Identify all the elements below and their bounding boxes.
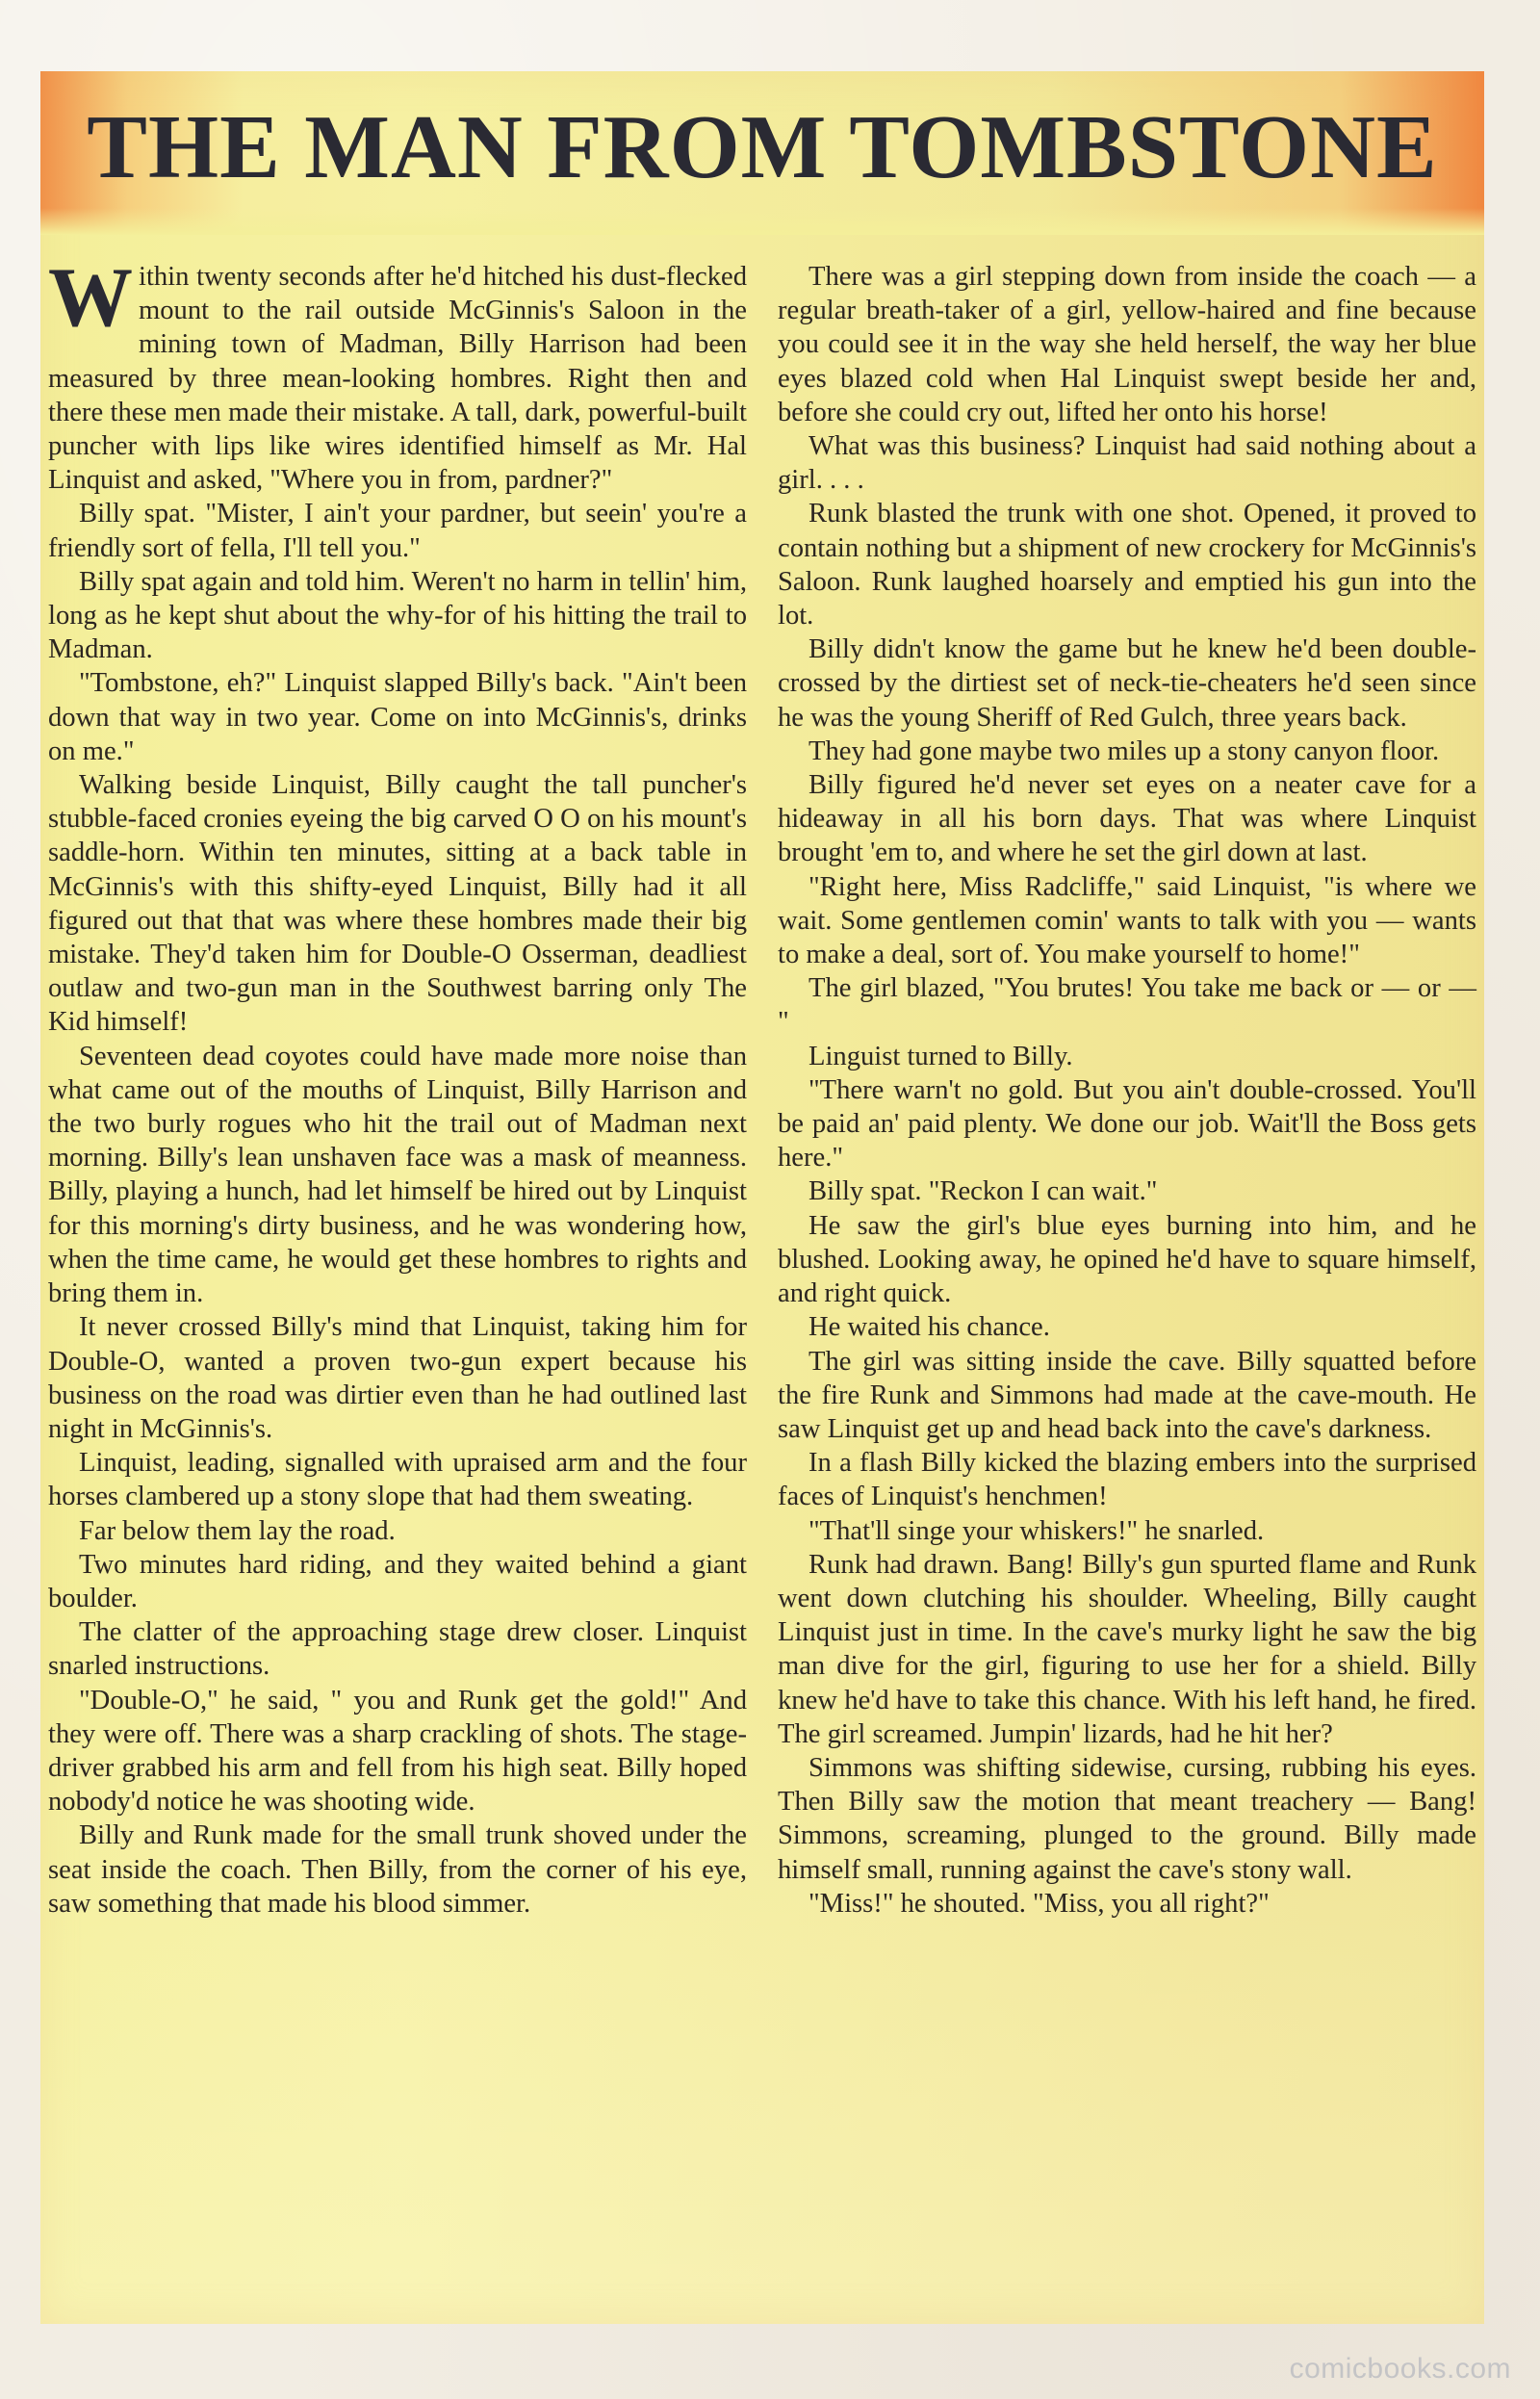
paragraph: Billy spat. "Reckon I can wait." <box>808 1176 1158 1207</box>
drop-cap: W <box>48 251 133 345</box>
left-column <box>48 251 747 1921</box>
paragraph: Runk blasted the trunk with one shot. Opened, it proved to contain nothing but a shipment of new crockery for McGinnis's Saloon. Runk laughed hoarsely and emptied his gun into the lot. <box>778 499 1476 632</box>
paragraph: They had gone maybe two miles up a stony canyon floor. <box>808 735 1440 766</box>
paragraph: He saw the girl's blue eyes burning into him, and he blushed. Looking away, he opined he'd have to square himself, and right quick. <box>778 1210 1476 1309</box>
title-banner <box>40 71 1484 235</box>
story-body <box>40 251 1484 2310</box>
paragraph-text: ithin twenty seconds after he'd hitched his dust-flecked mount to the rail outside McGinnis's Saloon in the mining town of Madman, Billy Harrison had been measured by three mean-looking hombres. Right then and there these men made their mistake. A tall, dark, powerful-built puncher with lips like wires identified himself as Mr. Hal Linquist and asked, "Where you in from, pardner?" <box>48 262 747 496</box>
paragraph: Seventeen dead coyotes could have made more noise than what came out of the mouths of Linquist, Billy Harrison and the two burly rogues who hit the trail out of Madman next morning. Billy's lean unshaven face was a mask of meanness. Billy, playing a hunch, had let himself be hired out by Linquist for this morning's dirty business, and he was wondering how, when the time came, he would get these hombres to rights and bring them in. <box>48 1041 747 1309</box>
paragraph: Two minutes hard riding, and they waited behind a giant boulder. <box>48 1549 747 1613</box>
paragraph: He waited his chance. <box>808 1312 1050 1343</box>
paragraph: In a flash Billy kicked the blazing embers into the surprised faces of Linquist's henchmen! <box>778 1448 1476 1512</box>
paragraph: "Double-O," he said, " you and Runk get the gold!" And they were off. There was a sharp crackling of shots. The stage-driver grabbed his arm and fell from his high seat. Billy hoped nobody'd notice he was shooting wide. <box>48 1685 747 1818</box>
site-watermark: comicbooks.com <box>1289 2353 1511 2385</box>
paragraph: Billy spat. "Mister, I ain't your pardner, but seein' you're a friendly sort of fella, I'll tell you." <box>48 499 747 563</box>
paragraph: Billy and Runk made for the small trunk shoved under the seat inside the coach. Then Billy, from the corner of his eye, saw something that made his blood simmer. <box>48 1820 747 1919</box>
paragraph: The girl was sitting inside the cave. Billy squatted before the fire Runk and Simmons had made at the cave-mouth. He saw Linquist get up and head back into the cave's darkness. <box>778 1346 1476 1444</box>
paragraph: "Miss!" he shouted. "Miss, you all right?" <box>808 1888 1270 1919</box>
paragraph: "Tombstone, eh?" Linquist slapped Billy's back. "Ain't been down that way in two year. Come on into McGinnis's, drinks on me." <box>48 668 747 766</box>
paragraph: Runk had drawn. Bang! Billy's gun spurted flame and Runk went down clutching his shoulder. Wheeling, Billy caught Linquist just in time. In the cave's murky light he saw the big man dive for the girl, figuring to use her for a shield. Billy knew he'd have to take this chance. With his left hand, he fired. The girl screamed. Jumpin' lizards, had he hit her? <box>778 1549 1476 1749</box>
paragraph: Billy figured he'd never set eyes on a neater cave for a hideaway in all his born days. That was where Linquist brought 'em to, and where he set the girl down at last. <box>778 770 1476 868</box>
story-title: THE MAN FROM TOMBSTONE <box>87 97 1438 197</box>
paragraph: Linguist turned to Billy. <box>808 1041 1073 1071</box>
paragraph: There was a girl stepping down from inside the coach — a regular breath-taker of a girl, yellow-haired and fine because you could see it in the way she held herself, the way her blue eyes blazed cold when Hal Linquist swept beside her and, before she could cry out, lifted her onto his horse! <box>778 262 1476 427</box>
paragraph: The clatter of the approaching stage drew closer. Linquist snarled instructions. <box>48 1617 747 1682</box>
paragraph: "There warn't no gold. But you ain't double-crossed. You'll be paid an' paid plenty. We done our job. Wait'll the Boss gets here." <box>778 1074 1476 1174</box>
paragraph: Billy didn't know the game but he knew he'd been double-crossed by the dirtiest set of neck-tie-cheaters he'd seen since he was the young Sheriff of Red Gulch, three years back. <box>778 634 1476 733</box>
paragraph: Simmons was shifting sidewise, cursing, rubbing his eyes. Then Billy saw the motion that meant treachery — Bang! Simmons, screaming, plunged to the ground. Billy made himself small, running against the cave's stony wall. <box>778 1752 1476 1885</box>
paragraph: What was this business? Linquist had said nothing about a girl. . . . <box>778 431 1476 496</box>
paragraph: The girl blazed, "You brutes! You take me back or — or — " <box>778 973 1476 1038</box>
paragraph: "That'll singe your whiskers!" he snarled. <box>808 1515 1265 1546</box>
story-panel <box>40 71 1484 2324</box>
paragraph: Far below them lay the road. <box>79 1515 396 1546</box>
paragraph: Billy spat again and told him. Weren't no harm in tellin' him, long as he kept shut about the why-for of his hitting the trail to Madman. <box>48 566 747 665</box>
paragraph: Walking beside Linquist, Billy caught the tall puncher's stubble-faced cronies eyeing the big carved O O on his mount's saddle-horn. Within ten minutes, sitting at a back table in McGinnis's with this shifty-eyed Linquist, Billy had it all figured out that that was where these hombres made their big mistake. They'd taken him for Double-O Osserman, deadliest outlaw and two-gun man in the Southwest barring only The Kid himself! <box>48 770 747 1038</box>
paragraph: "Right here, Miss Radcliffe," said Linquist, "is where we wait. Some gentlemen comin' wants to talk with you — wants to make a deal, sort of. You make yourself to home!" <box>778 871 1476 970</box>
paragraph: It never crossed Billy's mind that Linquist, taking him for Double-O, wanted a proven two-gun expert because his business on the road was dirtier even than he had outlined last night in McGinnis's. <box>48 1312 747 1444</box>
paragraph: Linquist, leading, signalled with upraised arm and the four horses clambered up a stony slope that had them sweating. <box>48 1448 747 1512</box>
right-column <box>778 260 1476 1921</box>
paragraph <box>48 251 747 497</box>
